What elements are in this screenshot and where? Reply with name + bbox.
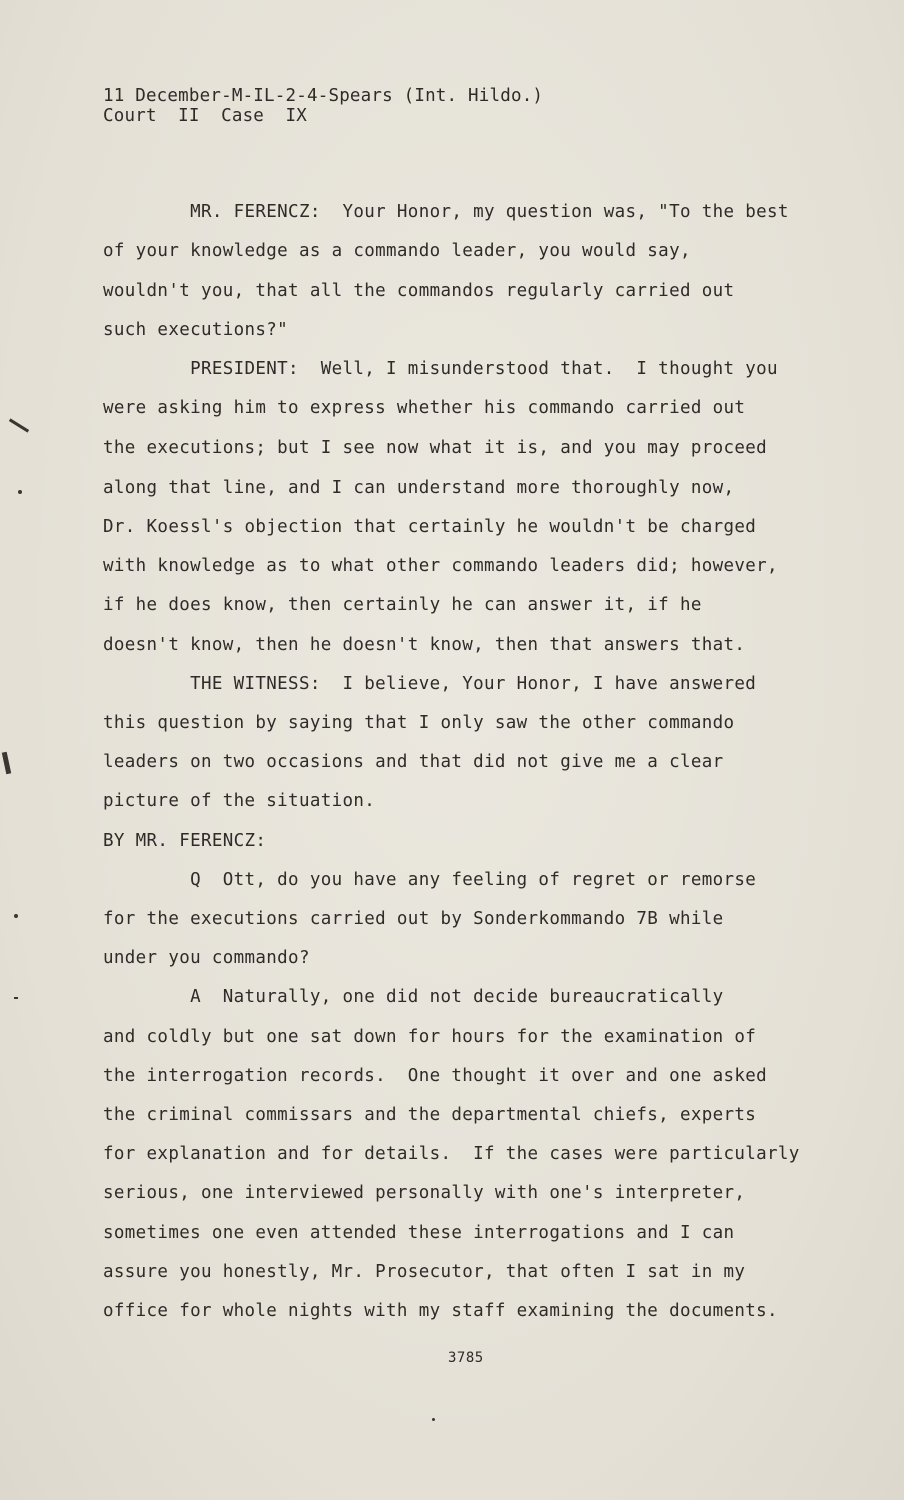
text-line: Q Ott, do you have any feeling of regret or remorse: [103, 870, 757, 890]
text-line: the executions; but I see now what it is, and you may proceed: [103, 438, 768, 458]
text-line: sometimes one even attended these interrogations and I can: [103, 1223, 735, 1243]
text-line: along that line, and I can understand more thoroughly now,: [103, 478, 735, 498]
text-line: such executions?": [103, 320, 289, 340]
text-line: BY MR. FERENCZ:: [103, 831, 267, 851]
header-line-1: 11 December-M-IL-2-4-Spears (Int. Hildo.): [103, 86, 544, 106]
text-line: the interrogation records. One thought it over and one asked: [103, 1066, 768, 1086]
text-line: for explanation and for details. If the cases were particularly: [103, 1144, 800, 1164]
page-number: 3785: [448, 1350, 484, 1366]
text-line: the criminal commissars and the departmental chiefs, experts: [103, 1105, 757, 1125]
text-line: under you commando?: [103, 948, 310, 968]
text-line: leaders on two occasions and that did not give me a clear: [103, 752, 724, 772]
text-line: picture of the situation.: [103, 791, 376, 811]
text-line: this question by saying that I only saw the other commando: [103, 713, 735, 733]
text-line: MR. FERENCZ: Your Honor, my question was, "To the best: [103, 202, 789, 222]
document-header: [103, 86, 543, 126]
text-line: doesn't know, then he doesn't know, then that answers that.: [103, 635, 746, 655]
text-line: for the executions carried out by Sonderkommando 7B while: [103, 909, 724, 929]
scan-mark: [14, 914, 18, 918]
text-line: A Naturally, one did not decide bureaucratically: [103, 987, 724, 1007]
scan-mark: [2, 752, 11, 775]
text-line: with knowledge as to what other commando leaders did; however,: [103, 556, 778, 576]
text-line: if he does know, then certainly he can answer it, if he: [103, 595, 702, 615]
text-line: office for whole nights with my staff examining the documents.: [103, 1301, 778, 1321]
scan-mark: [18, 490, 22, 494]
text-line: were asking him to express whether his commando carried out: [103, 398, 746, 418]
text-line: of your knowledge as a commando leader, you would say,: [103, 241, 691, 261]
scan-mark: [14, 997, 18, 999]
scan-mark: [432, 1418, 435, 1421]
scan-mark: [9, 418, 29, 432]
text-line: assure you honestly, Mr. Prosecutor, that often I sat in my: [103, 1262, 746, 1282]
header-line-2: Court II Case IX: [103, 106, 307, 126]
text-line: serious, one interviewed personally with one's interpreter,: [103, 1183, 746, 1203]
text-line: PRESIDENT: Well, I misunderstood that. I thought you: [103, 359, 778, 379]
text-line: wouldn't you, that all the commandos regularly carried out: [103, 281, 735, 301]
text-line: THE WITNESS: I believe, Your Honor, I have answered: [103, 674, 757, 694]
text-line: Dr. Koessl's objection that certainly he wouldn't be charged: [103, 517, 757, 537]
text-line: and coldly but one sat down for hours for the examination of: [103, 1027, 757, 1047]
